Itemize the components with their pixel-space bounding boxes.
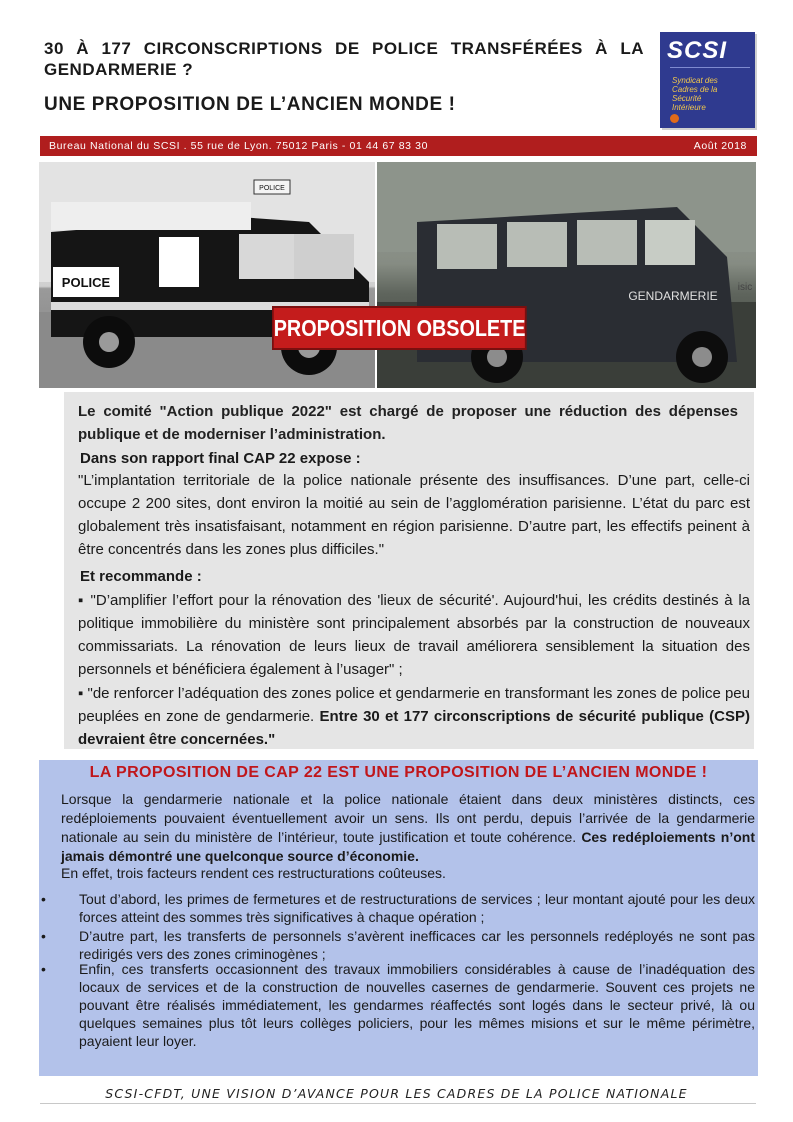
list-item — [41, 960, 755, 1050]
obsolete-stamp: PROPOSITION OBSOLETE — [272, 306, 527, 350]
address-banner — [40, 136, 757, 156]
gendarmerie-side-text: GENDARMERIE — [628, 289, 718, 303]
gendarmerie-van-illustration — [377, 162, 756, 388]
analysis-text: Lorsque la gendarmerie nationale et la police nationale étaient dans deux ministères distincts, ces redéploiements pouvaient éventuellement avoir un sens. Ils ont perdu, depuis l’arrivée de la gendarmerie nationale au sein du ministère de l’intérieur, toute justification et toute cohérence. — [61, 791, 755, 845]
report-quote: "L’implantation territoriale de la police nationale présente des insuffisances. D’une part, celle-ci occupe 2 200 sites, dont environ la moitié au sein de l’agglomération parisienne. L’état du parc est globalement très insatisfaisant, notamment en région parisienne. D’autre part, les effectifs peinent à être concentrés dans les zones plus difficiles." — [78, 472, 750, 558]
headline-subtitle: UNE PROPOSITION DE L’ANCIEN MONDE ! — [44, 94, 456, 115]
bullet-icon: • — [41, 891, 46, 907]
banner-address: Bureau National du SCSI . 55 rue de Lyon. 75012 Paris - 01 44 67 83 30 — [49, 140, 429, 152]
recommendation-heading: Et recommande : — [80, 568, 202, 585]
headline: 30 À 177 CIRCONSCRIPTIONS DE POLICE TRANSFÉRÉES À LA GENDARMERIE ? — [44, 39, 644, 79]
police-van-illustration — [39, 162, 375, 388]
list-item-text: D’autre part, les transferts de personnels s’avèrent inefficaces car les personnels redéployés ne sont pas redirigés vers des zones criminogènes ; — [79, 928, 755, 962]
cap22-summary-box — [64, 392, 754, 749]
analysis-heading: LA PROPOSITION DE CAP 22 EST UNE PROPOSITION DE L’ANCIEN MONDE ! — [89, 764, 708, 781]
police-van-photo — [39, 162, 375, 388]
police-side-text: POLICE — [61, 275, 111, 290]
analysis-box — [39, 760, 758, 1076]
list-item — [41, 927, 755, 963]
logo-divider — [670, 67, 750, 68]
recommendation-item: ▪ "D’amplifier l’effort pour la rénovation des 'lieux de sécurité'. Aujourd'hui, les crédits destinés à la politique immobilière du ministère sont principalement absorbés par la construction de nouveaux commissariats. La rénovation de leurs lieux de travail améliorera sensiblement la situation des personnels et bénéficiera également à l’usager" ; — [78, 592, 750, 678]
list-item-text: Tout d’abord, les primes de fermetures et de restructurations de services ; leur montant ajouté pour les deux forces atteint des sommes très significatives à chaque opération ; — [79, 891, 755, 925]
analysis-emphasis: Ces redéploiements n’ont jamais démontré une quelconque source d’économie. — [61, 829, 755, 864]
analysis-intro: En effet, trois facteurs rendent ces restructurations coûteuses. — [61, 865, 446, 881]
banner-date: Août 2018 — [693, 140, 747, 152]
analysis-paragraph — [61, 790, 755, 866]
list-item — [41, 890, 755, 926]
recommendation-emphasis: Entre 30 et 177 circonscriptions de sécurité publique (CSP) devraient être concernées." — [78, 708, 750, 748]
footer-divider — [40, 1103, 756, 1104]
gendarmerie-van-photo — [377, 162, 756, 388]
recommendation-text: ▪ "de renforcer l’adéquation des zones police et gendarmerie en transformant les zones de police peu peuplées en zone de gendarmerie. — [78, 685, 750, 725]
background-sign-text: isic — [737, 282, 753, 293]
list-item-text: Enfin, ces transferts occasionnent des travaux immobiliers considérables à cause de l’inadéquation des locaux de services et de la construction de nouvelles casernes de gendarmerie. Souvent ces projets ne pouvant être réalisés immédiatement, les gendarmes réaffectés sont logés dans le secteur privé, là ou quelques semaines plus tôt leurs collèges policiers, pour les mêmes misions et sur le même périmètre, payaient leur loyer. — [79, 961, 755, 1049]
cfdt-badge-icon — [670, 114, 679, 123]
cap22-intro: Le comité "Action publique 2022" est chargé de proposer une réduction des dépenses publique et de moderniser l’administration. — [78, 403, 738, 443]
roof-sign-text: POLICE — [259, 185, 285, 192]
logo-subtitle: Syndicat des Cadres de la Sécurité Intérieure — [672, 76, 718, 112]
footer-slogan: SCSI-CFDT, UNE VISION D’AVANCE POUR LES CADRES DE LA POLICE NATIONALE — [105, 1086, 688, 1101]
scsi-logo — [660, 32, 755, 128]
report-heading: Dans son rapport final CAP 22 expose : — [80, 450, 361, 467]
bullet-icon: • — [41, 961, 46, 977]
bullet-icon: • — [41, 928, 46, 944]
recommendation-item — [78, 682, 750, 751]
logo-abbreviation: SCSI — [667, 37, 728, 64]
header-photos — [39, 162, 756, 388]
